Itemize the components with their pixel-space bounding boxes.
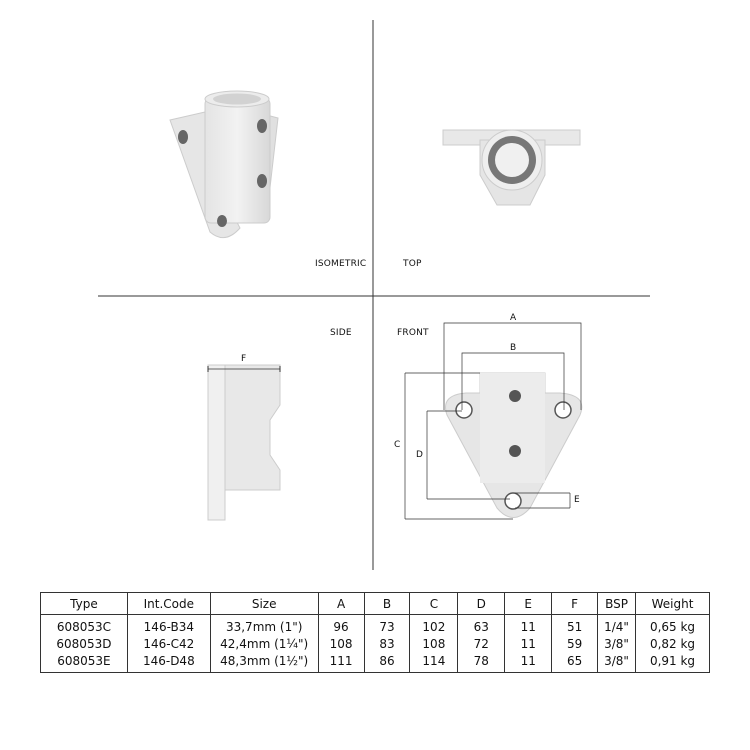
table-cell: 146-C42 xyxy=(127,635,210,652)
table-row xyxy=(41,635,710,652)
header-type: Type xyxy=(41,593,128,615)
specification-table xyxy=(40,592,710,673)
dim-a: A xyxy=(510,313,517,323)
label-isometric: ISOMETRIC xyxy=(315,259,367,269)
label-side: SIDE xyxy=(330,328,352,338)
table-cell: 65 xyxy=(552,652,598,673)
table-cell: 0,91 kg xyxy=(636,652,710,673)
header-a: A xyxy=(318,593,364,615)
dim-e: E xyxy=(574,495,580,505)
table-cell: 86 xyxy=(364,652,410,673)
header-d: D xyxy=(458,593,505,615)
table-cell: 146-B34 xyxy=(127,615,210,636)
header-b: B xyxy=(364,593,410,615)
table-cell: 0,82 kg xyxy=(636,635,710,652)
table-cell: 111 xyxy=(318,652,364,673)
table-header-row xyxy=(41,593,710,615)
table-cell: 63 xyxy=(458,615,505,636)
header-f: F xyxy=(552,593,598,615)
table-cell: 146-D48 xyxy=(127,652,210,673)
table-cell: 1/4" xyxy=(598,615,636,636)
header-weight: Weight xyxy=(636,593,710,615)
header-size: Size xyxy=(210,593,318,615)
header-c: C xyxy=(410,593,458,615)
table-cell: 83 xyxy=(364,635,410,652)
table-cell: 0,65 kg xyxy=(636,615,710,636)
table-cell: 3/8" xyxy=(598,652,636,673)
table-cell: 108 xyxy=(410,635,458,652)
table-cell: 11 xyxy=(505,635,552,652)
front-view xyxy=(405,323,582,519)
table-cell: 51 xyxy=(552,615,598,636)
table-cell: 608053E xyxy=(41,652,128,673)
isometric-view xyxy=(170,91,278,238)
table-cell: 114 xyxy=(410,652,458,673)
table-cell: 102 xyxy=(410,615,458,636)
table-cell: 3/8" xyxy=(598,635,636,652)
dim-d: D xyxy=(416,450,423,460)
table-cell: 608053C xyxy=(41,615,128,636)
header-e: E xyxy=(505,593,552,615)
table-cell: 72 xyxy=(458,635,505,652)
label-front: FRONT xyxy=(397,328,429,338)
side-view xyxy=(208,365,280,520)
table-cell: 48,3mm (1½") xyxy=(210,652,318,673)
table-row xyxy=(41,615,710,636)
table-cell: 73 xyxy=(364,615,410,636)
table-row xyxy=(41,652,710,673)
table-cell: 59 xyxy=(552,635,598,652)
dim-b: B xyxy=(510,343,517,353)
table-cell: 11 xyxy=(505,615,552,636)
table-cell: 608053D xyxy=(41,635,128,652)
table-cell: 78 xyxy=(458,652,505,673)
label-top: TOP xyxy=(403,259,422,269)
header-bsp: BSP xyxy=(598,593,636,615)
header-int-code: Int.Code xyxy=(127,593,210,615)
dim-f: F xyxy=(241,354,247,364)
top-view xyxy=(443,130,580,205)
table-cell: 96 xyxy=(318,615,364,636)
table-cell: 11 xyxy=(505,652,552,673)
table-cell: 108 xyxy=(318,635,364,652)
table-cell: 42,4mm (1¼") xyxy=(210,635,318,652)
dim-c: C xyxy=(394,440,401,450)
table-cell: 33,7mm (1") xyxy=(210,615,318,636)
